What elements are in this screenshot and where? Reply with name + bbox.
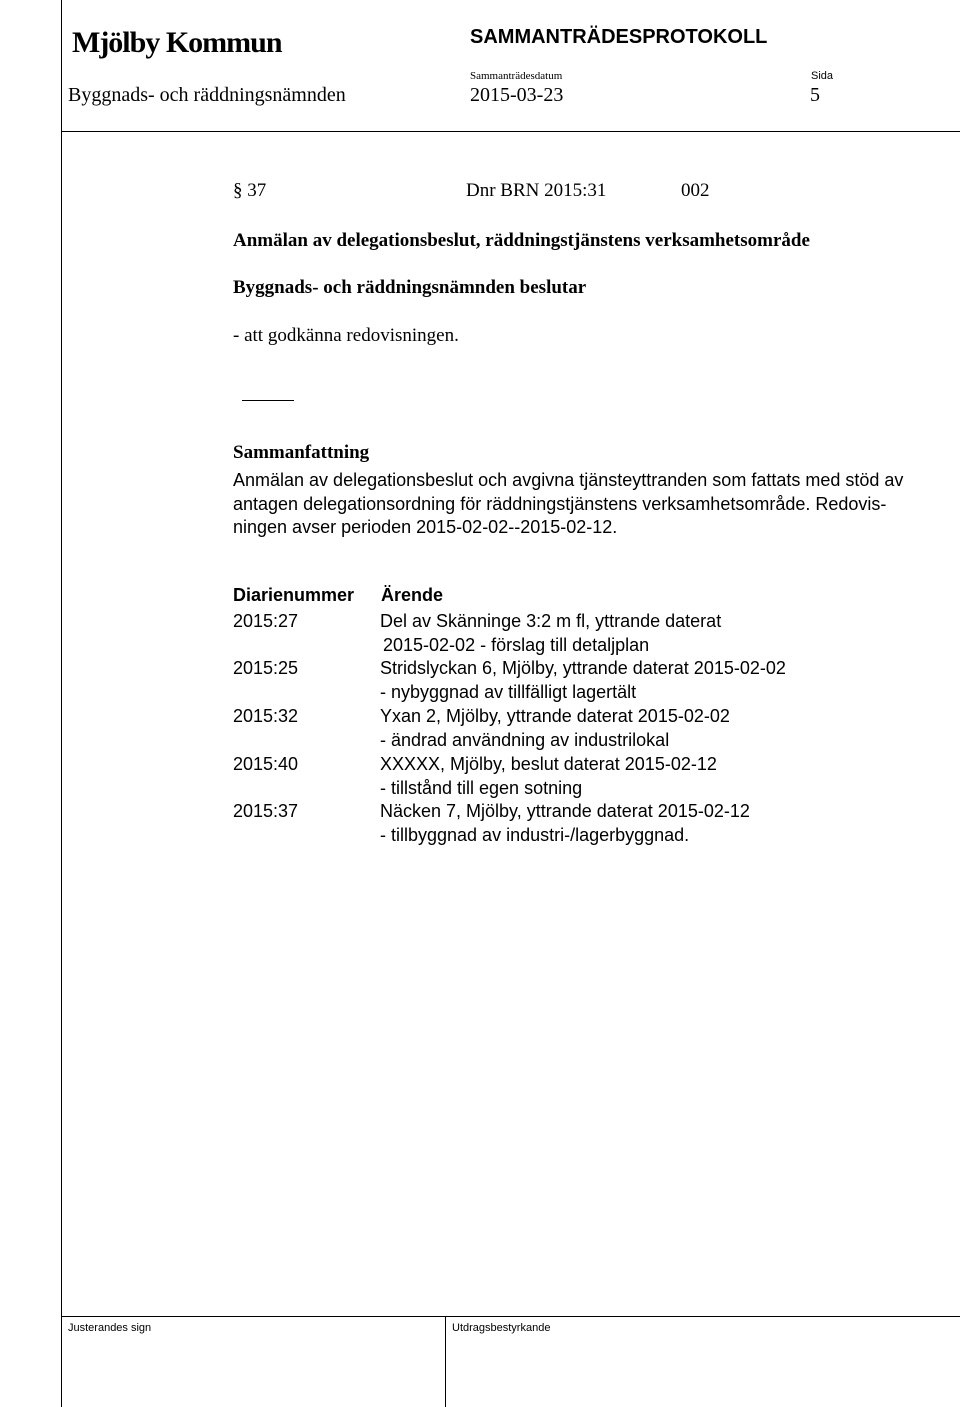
case-number: 2015:37 — [233, 801, 299, 821]
footer-column-divider — [445, 1316, 446, 1407]
case-detail: - nybyggnad av tillfälligt lagertält — [380, 682, 637, 702]
paragraph-number: § 37 — [233, 180, 267, 201]
column-header-diarienummer: Diarienummer — [233, 585, 355, 605]
case-description: Stridslyckan 6, Mjölby, yttrande daterat 2015-02-02 — [380, 658, 786, 678]
summary-line: Anmälan av delegationsbeslut och avgivna tjänsteyttranden som fattats med stöd av — [233, 470, 904, 490]
case-description: Del av Skänninge 3:2 m fl, yttrande daterat — [380, 611, 722, 631]
case-number: 2015:25 — [233, 658, 299, 678]
page-number: 5 — [810, 84, 820, 106]
decision-text: - att godkänna redovisningen. — [233, 325, 459, 346]
signature-label-justerandes: Justerandes sign — [68, 1322, 152, 1334]
footer-divider — [61, 1316, 960, 1317]
case-number: 2015:32 — [233, 706, 299, 726]
signature-label-utdragsbestyrkande: Utdragsbestyrkande — [452, 1322, 551, 1334]
case-number: 2015:40 — [233, 754, 299, 774]
summary-line: antagen delegationsordning för räddningstjänstens verksamhetsområde. Redovis- — [233, 494, 887, 514]
case-detail: - tillbyggnad av industri-/lagerbyggnad. — [380, 825, 690, 845]
header-divider — [61, 131, 960, 132]
case-description: Yxan 2, Mjölby, yttrande daterat 2015-02-02 — [380, 706, 730, 726]
page-label: Sida — [811, 70, 834, 82]
column-header-arende: Ärende — [381, 585, 444, 605]
org-name: Mjölby Kommun — [72, 26, 282, 59]
summary-heading: Sammanfattning — [233, 442, 370, 463]
summary-line: ningen avser perioden 2015-02-02--2015-02-12. — [233, 517, 618, 537]
dnr-number: Dnr BRN 2015:31 — [466, 180, 607, 201]
item-heading: Anmälan av delegationsbeslut, räddningstjänstens verksamhetsområde — [233, 230, 810, 251]
case-description: Näcken 7, Mjölby, yttrande daterat 2015-02-12 — [380, 801, 750, 821]
left-margin-rule — [61, 0, 62, 1407]
document-type: SAMMANTRÄDESPROTOKOLL — [470, 26, 768, 48]
dnr-code: 002 — [681, 180, 710, 201]
case-detail: 2015-02-02 - förslag till detaljplan — [383, 635, 650, 655]
decision-heading: Byggnads- och räddningsnämnden beslutar — [233, 277, 587, 298]
case-detail: - ändrad användning av industrilokal — [380, 730, 670, 750]
case-number: 2015:27 — [233, 611, 299, 631]
case-detail: - tillstånd till egen sotning — [380, 778, 583, 798]
committee-name: Byggnads- och räddningsnämnden — [68, 84, 346, 106]
case-description: XXXXX, Mjölby, beslut daterat 2015-02-12 — [380, 754, 717, 774]
date-label: Sammanträdesdatum — [470, 70, 563, 82]
separator-line — [242, 400, 294, 401]
meeting-date: 2015-03-23 — [470, 84, 564, 106]
